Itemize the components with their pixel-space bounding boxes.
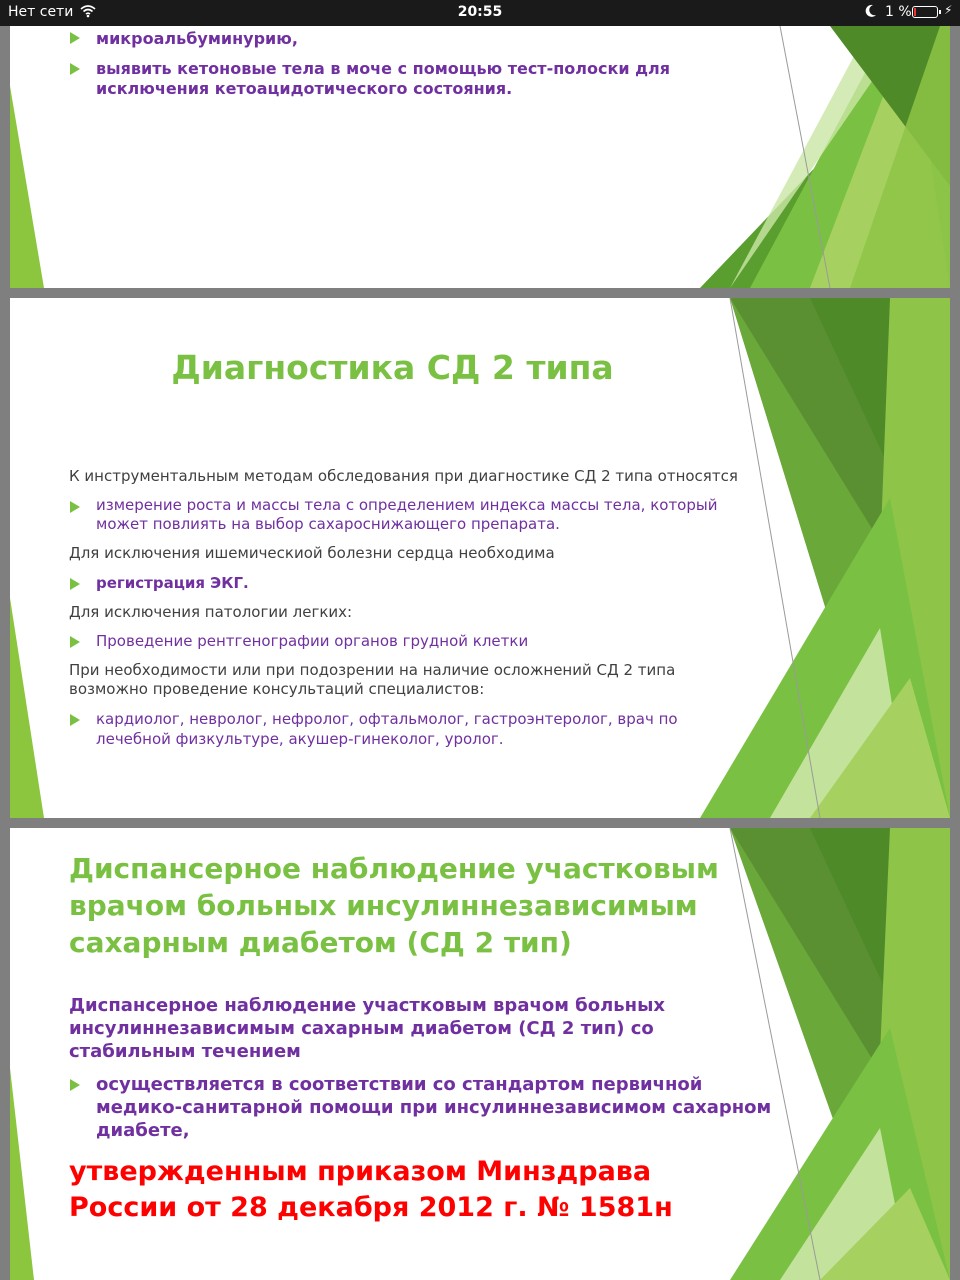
bullet-text: диабете, xyxy=(96,1120,190,1141)
bullet-text: микроальбуминурию, xyxy=(96,29,298,48)
bullet-text: лечебной физкультуре, акушер-гинеколог, уролог. xyxy=(96,730,504,748)
bullet-text: измерение роста и массы тела с определением индекса массы тела, который xyxy=(96,496,718,514)
emphasis-text: утвержденным приказом Минздрава xyxy=(69,1156,652,1187)
slide-title: Диспансерное наблюдение участковым xyxy=(69,852,719,885)
bullet-text: регистрация ЭКГ. xyxy=(96,574,249,592)
paragraph: Для исключения ишемическиой болезни сердца необходима xyxy=(69,544,555,562)
bullet-text: Проведение рентгенографии органов грудной клетки xyxy=(96,632,529,650)
bullet-text: медико-санитарной помощи при инсулиннезависимом сахарном xyxy=(96,1097,772,1118)
subtitle: инсулиннезависимым сахарным диабетом (СД 2 тип) со xyxy=(69,1018,654,1039)
bullet-icon xyxy=(70,501,80,513)
bullet-icon xyxy=(70,32,80,44)
battery-percent: 1 % xyxy=(885,4,912,20)
bullet-icon xyxy=(70,636,80,648)
bullet-icon xyxy=(70,1079,80,1091)
bullet-text: кардиолог, невролог, нефролог, офтальмолог, гастроэнтеролог, врач по xyxy=(96,710,678,728)
status-bar xyxy=(0,0,960,26)
slide-title: врачом больных инсулиннезависимым xyxy=(69,889,698,922)
slide-title: сахарным диабетом (СД 2 тип) xyxy=(69,926,572,959)
paragraph: При необходимости или при подозрении на наличие осложнений СД 2 типа xyxy=(69,661,676,679)
bullet-icon xyxy=(70,63,80,75)
slide-3 xyxy=(10,828,950,1280)
moon-icon xyxy=(864,3,878,23)
clock: 20:55 xyxy=(457,4,503,20)
slide-1 xyxy=(10,26,950,288)
bullet-icon xyxy=(70,714,80,726)
slide-title: Диагностика СД 2 типа xyxy=(171,348,614,387)
bullet-text: осуществляется в соответствии со стандартом первичной xyxy=(96,1074,703,1095)
bullet-icon xyxy=(70,578,80,590)
subtitle: Диспансерное наблюдение участковым врачом больных xyxy=(69,995,665,1016)
bullet-text: выявить кетоновые тела в моче с помощью тест-полоски для xyxy=(96,59,671,78)
emphasis-text: России от 28 декабря 2012 г. № 1581н xyxy=(69,1192,673,1223)
slide-2 xyxy=(10,298,950,818)
charging-bolt-icon: ⚡ xyxy=(944,3,953,17)
paragraph: возможно проведение консультаций специалистов: xyxy=(69,680,485,698)
carrier-label: Нет сети xyxy=(8,4,74,20)
paragraph: К инструментальным методам обследования при диагностике СД 2 типа относятся xyxy=(69,467,738,485)
battery-icon xyxy=(912,6,938,18)
subtitle: стабильным течением xyxy=(69,1041,301,1062)
bullet-text: исключения кетоацидотического состояния. xyxy=(96,79,513,98)
paragraph: Для исключения патологии легких: xyxy=(69,603,353,621)
bullet-text: может повлиять на выбор сахароснижающего препарата. xyxy=(96,515,560,533)
